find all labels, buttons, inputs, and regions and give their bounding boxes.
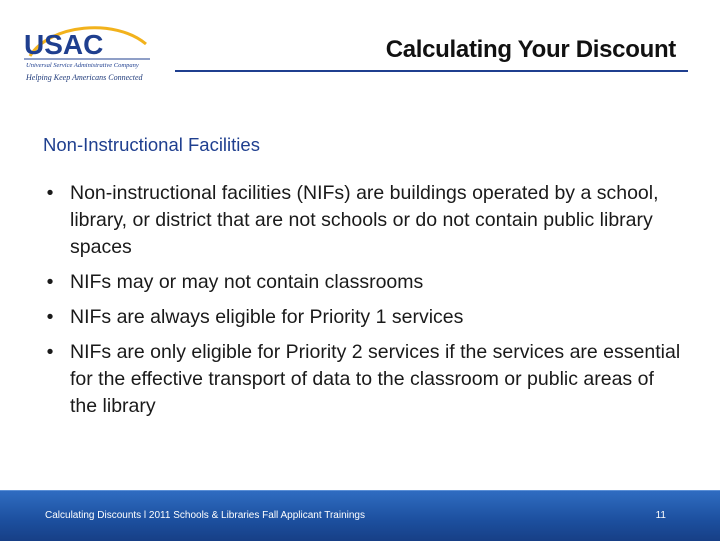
- bullet-list: [43, 180, 683, 428]
- title-underline: [175, 70, 688, 72]
- bullet-marker: •: [46, 182, 54, 204]
- usac-logo-graphic: [20, 20, 160, 80]
- logo-wordmark: USAC: [24, 29, 104, 60]
- slide-title: Calculating Your Discount: [385, 36, 676, 63]
- bullet-text: Non-instructional facilities (NIFs) are buildings operated by a school, library, or district that are not schools or do not contain public library spaces: [70, 182, 659, 258]
- bullet-text: NIFs are always eligible for Priority 1 services: [70, 306, 464, 328]
- bullet-item: [43, 269, 683, 296]
- bullet-item: [43, 304, 683, 331]
- bullet-item: [43, 180, 683, 261]
- footer-bar: [0, 490, 720, 541]
- section-heading: Non-Instructional Facilities: [43, 134, 260, 155]
- bullet-text: NIFs may or may not contain classrooms: [70, 271, 424, 293]
- bullet-marker: •: [46, 271, 54, 293]
- footer-text: Calculating Discounts l 2011 Schools & Libraries Fall Applicant Trainings: [45, 510, 365, 521]
- logo-tagline: Helping Keep Americans Connected: [26, 73, 143, 82]
- logo-subtext: Universal Service Administrative Company: [26, 62, 139, 69]
- page-number: 11: [655, 510, 666, 521]
- usac-logo: [20, 20, 160, 86]
- bullet-marker: •: [46, 341, 54, 363]
- bullet-item: [43, 339, 683, 420]
- bullet-text: NIFs are only eligible for Priority 2 services if the services are essential for the effective transport of data to the classroom or public areas of the library: [70, 341, 681, 417]
- bullet-marker: •: [46, 306, 54, 328]
